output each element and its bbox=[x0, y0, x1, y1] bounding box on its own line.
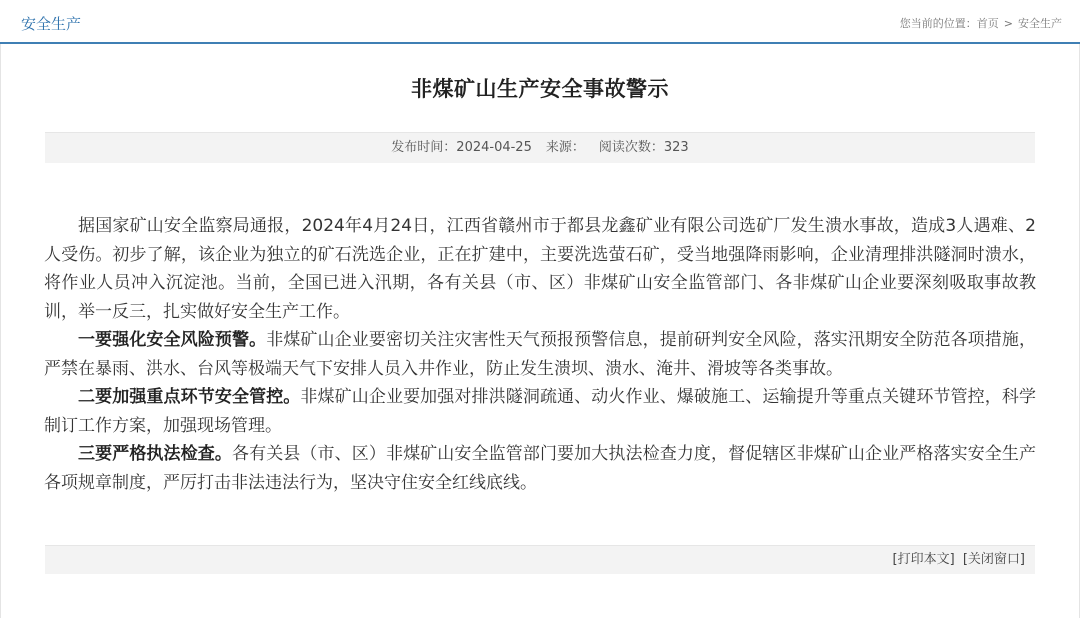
breadcrumb bbox=[900, 15, 1062, 31]
views-label: 阅读次数： bbox=[598, 140, 664, 155]
article-paragraph bbox=[44, 383, 1036, 440]
paragraph-text: 非煤矿山企业要加强对排洪隧洞疏通、动火作业、爆破施工、运输提升等重点关键环节管控，科学制订工作方案，加强现场管理。 bbox=[44, 387, 1037, 436]
paragraph-text: 据国家矿山安全监察局通报，2024年4月24日，江西省赣州市于都县龙鑫矿业有限公司选矿厂发生溃水事故，造成3人遇难、2人受伤。初步了解，该企业为独立的矿石洗选企业，正在扩建中，主要洗选萤石矿，受当地强降雨影响，企业清理排洪隧洞时溃水，将作业人员冲入沉淀池。当前，全国已进入汛期，各有关县（市、区）非煤矿山安全监管部门、各非煤矿山企业要深刻吸取事故教训，举一反三，扎实做好安全生产工作。 bbox=[44, 216, 1036, 322]
source-label: 来源： bbox=[545, 140, 585, 155]
paragraph-lead: 三要严格执法检查。 bbox=[78, 444, 232, 464]
paragraph-lead: 二要加强重点环节安全管控。 bbox=[78, 387, 301, 407]
article-paragraph bbox=[44, 212, 1036, 326]
breadcrumb-home-link[interactable]: 首页 bbox=[976, 17, 999, 30]
footer-actions bbox=[889, 546, 1025, 574]
views-count: 323 bbox=[663, 140, 689, 155]
article-title: 非煤矿山生产安全事故警示 bbox=[411, 77, 669, 101]
paragraph-lead: 一要强化安全风险预警。 bbox=[78, 330, 267, 350]
close-window-link[interactable]: [关闭窗口] bbox=[962, 552, 1025, 567]
article-meta-bar bbox=[45, 132, 1035, 163]
article-paragraph bbox=[44, 326, 1036, 383]
breadcrumb-current-link[interactable]: 安全生产 bbox=[1018, 17, 1062, 30]
paragraph-text: 非煤矿山企业要密切关注灾害性天气预报预警信息，提前研判安全风险，落实汛期安全防范各项措施，严禁在暴雨、洪水、台风等极端天气下安排人员入井作业，防止发生溃坝、溃水、淹井、滑坡等各类事故。 bbox=[44, 330, 1037, 379]
article-paragraph bbox=[44, 440, 1036, 497]
article-body bbox=[44, 212, 1036, 497]
breadcrumb-prefix: 您当前的位置： bbox=[899, 17, 977, 30]
publish-time-label: 发布时间： bbox=[391, 140, 457, 155]
paragraph-text: 各有关县（市、区）非煤矿山安全监管部门要加大执法检查力度，督促辖区非煤矿山企业严格落实安全生产各项规章制度，严厉打击非法违法行为，坚决守住安全红线底线。 bbox=[44, 444, 1037, 493]
publish-date: 2024-04-25 bbox=[456, 140, 532, 155]
breadcrumb-separator: > bbox=[1003, 17, 1013, 30]
top-header-bar bbox=[0, 0, 1080, 44]
section-title: 安全生产 bbox=[21, 15, 82, 33]
article-footer-bar bbox=[45, 545, 1035, 574]
print-article-link[interactable]: [打印本文] bbox=[892, 552, 955, 567]
